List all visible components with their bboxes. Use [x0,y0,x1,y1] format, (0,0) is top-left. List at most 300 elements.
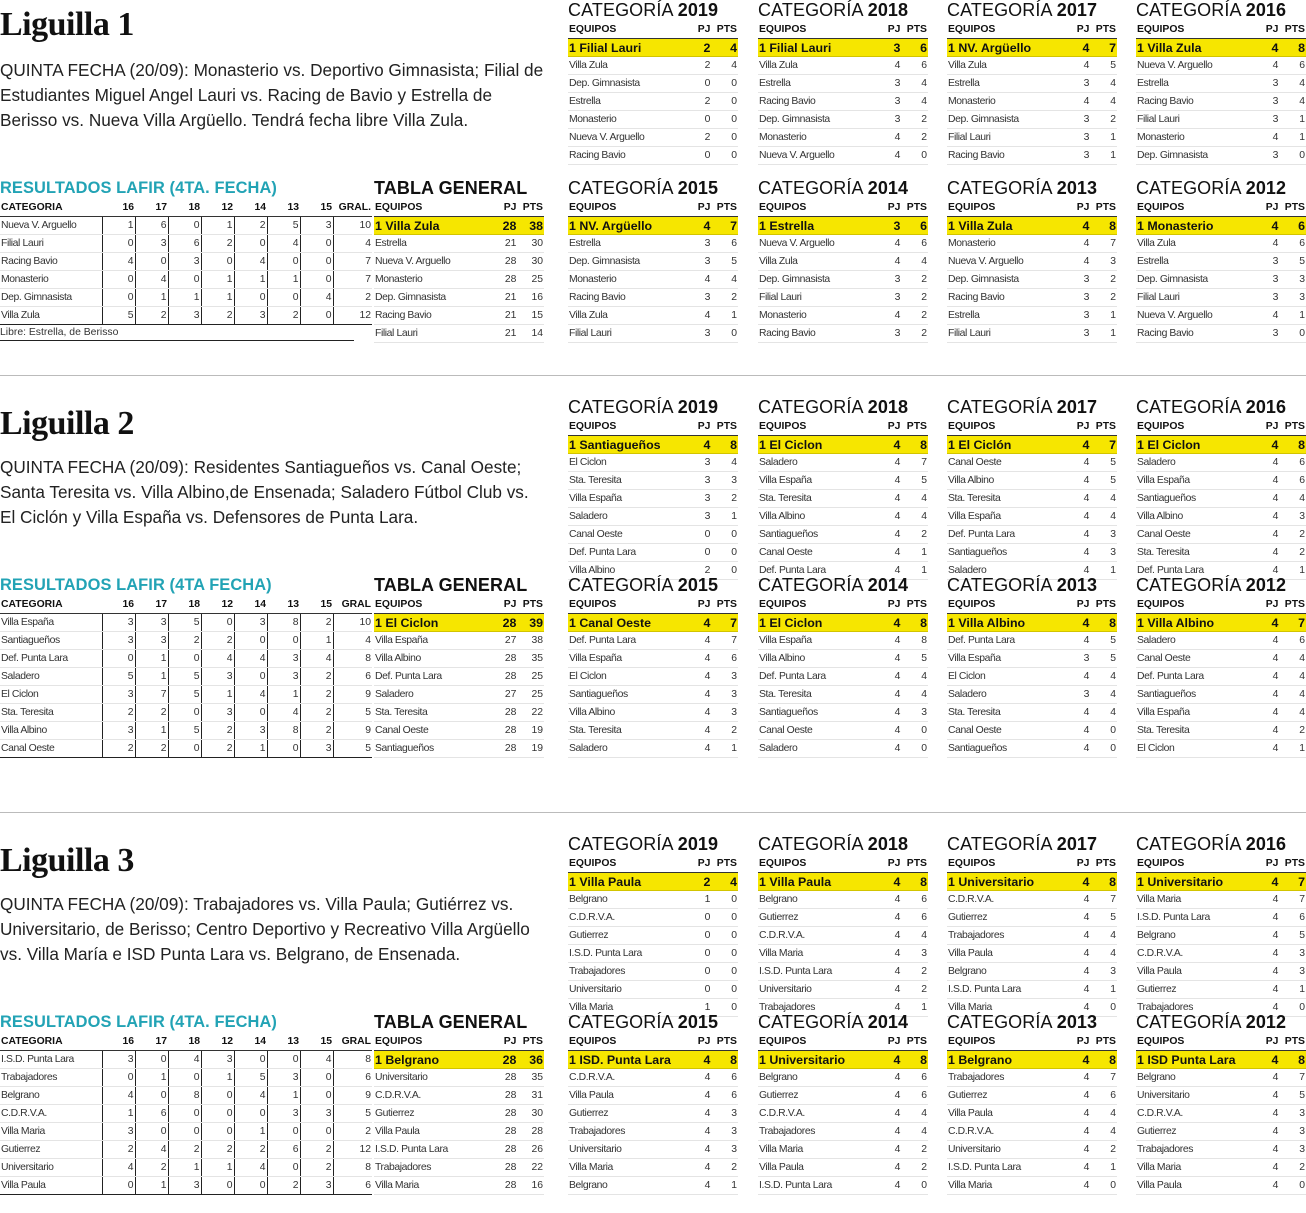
category-year: 2015 [677,575,719,595]
pj-value: 4 [685,436,712,454]
results-table [0,1033,372,1195]
table-row [1136,909,1306,927]
pts-value: 6 [1279,472,1306,490]
table-row [1136,75,1306,93]
team-name: 1 Villa Paula [568,873,685,891]
pj-header: PJ [875,199,902,217]
team-name: Villa Maria [947,1177,1064,1195]
score-value: 1 [135,289,168,307]
team-name: Belgrano [758,891,875,909]
table-row [758,75,928,93]
pts-value: 2 [711,289,738,307]
results-column-header: GRAL. [333,199,372,217]
team-name: Nueva V. Arguello [568,129,685,147]
team-name: C.D.R.V.A. [947,891,1064,909]
pts-value: 4 [711,57,738,75]
pj-value: 4 [1253,650,1280,668]
pj-value: 28 [491,722,518,740]
table-header-row [1136,21,1306,39]
pj-value: 3 [1064,289,1091,307]
score-value: 2 [135,307,168,325]
pts-value: 1 [1090,1159,1117,1177]
pj-value: 4 [875,129,902,147]
team-name: Villa Paula [374,1123,491,1141]
standings-table [1136,1033,1306,1195]
pts-value: 0 [711,909,738,927]
team-name: Villa España [1136,704,1253,722]
table-row [758,981,928,999]
score-value: 1 [234,1123,267,1141]
team-name: Villa Maria [374,1177,491,1195]
team-name: Monasterio [947,93,1064,111]
table-row [947,544,1117,562]
table-row [568,75,738,93]
table-row [568,93,738,111]
pts-value: 0 [901,722,928,740]
results-note: Libre: Estrella, de Berisso [0,325,354,341]
table-row [758,909,928,927]
pj-value: 4 [1253,981,1280,999]
team-name: 1 Universitario [758,1051,875,1069]
team-name: Villa Paula [1136,963,1253,981]
pj-value: 4 [1064,1159,1091,1177]
category-2015-table-block [568,575,738,758]
team-name: Belgrano [1136,1069,1253,1087]
pj-value: 4 [1253,1069,1280,1087]
results-column-header: CATEGORIA [0,199,102,217]
pj-value: 4 [685,704,712,722]
team-name: Villa Paula [758,1159,875,1177]
pj-value: 4 [875,909,902,927]
team-name: Villa Zula [568,307,685,325]
pts-value: 4 [1279,75,1306,93]
team-name: Saladero [0,668,102,686]
score-value: 0 [267,289,300,307]
pj-value: 4 [1253,927,1280,945]
category-heading [568,1012,738,1033]
pts-value: 2 [901,981,928,999]
tabla-general-title: TABLA GENERAL [374,1012,528,1032]
equipos-header: EQUIPOS [758,418,875,436]
score-value: 1 [168,1159,201,1177]
category-word: CATEGORÍA [568,1012,673,1032]
category-2013-table-block [947,1012,1117,1195]
team-name: Canal Oeste [0,740,102,758]
table-row [568,1069,738,1087]
team-name: Racing Bavio [947,147,1064,165]
team-name: Trabajadores [1136,999,1253,1017]
table-row [374,704,544,722]
pj-value: 4 [875,1069,902,1087]
team-name: Villa Albino [0,722,102,740]
category-year: 2017 [1056,397,1098,417]
liguilla-1-section [0,0,1306,397]
pts-value: 2 [1090,111,1117,129]
team-name: C.D.R.V.A. [1136,945,1253,963]
score-value: 0 [234,632,267,650]
pj-header: PJ [1064,855,1091,873]
team-name: Villa Maria [758,945,875,963]
pts-value: 39 [517,614,544,632]
pts-value: 8 [711,1051,738,1069]
category-word: CATEGORÍA [568,834,673,854]
team-name: 1 Villa Albino [1136,614,1253,632]
team-name: 1 Belgrano [374,1051,491,1069]
team-name: Villa Albino [1136,508,1253,526]
score-value: 4 [234,686,267,704]
team-name: Villa Maria [568,999,685,1017]
table-row [1136,1069,1306,1087]
results-column-header: 12 [201,199,234,217]
score-value: 0 [201,1123,234,1141]
table-row [0,1105,372,1123]
score-value: 8 [333,1159,372,1177]
table-header-row [947,21,1117,39]
pj-value: 4 [1064,508,1091,526]
score-value: 3 [102,1123,135,1141]
results-column-header: 13 [267,199,300,217]
equipos-header: EQUIPOS [947,199,1064,217]
category-word: CATEGORÍA [568,0,673,20]
pts-value: 3 [1090,963,1117,981]
pts-value: 2 [901,325,928,343]
score-value: 3 [135,235,168,253]
standings-table [374,199,544,343]
standings-table [568,199,738,343]
pj-value: 21 [491,307,518,325]
score-value: 3 [135,632,168,650]
pts-value: 8 [901,436,928,454]
pj-header: PJ [491,199,518,217]
table-row [374,235,544,253]
team-name: Gutierrez [0,1141,102,1159]
pj-value: 21 [491,289,518,307]
pj-value: 3 [1064,271,1091,289]
pj-value: 2 [685,57,712,75]
score-value: 0 [102,1177,135,1195]
table-row [947,1069,1117,1087]
equipos-header: EQUIPOS [758,21,875,39]
pts-value: 4 [901,927,928,945]
team-name: Villa Maria [568,1159,685,1177]
category-2017-table-block [947,397,1117,580]
pj-value: 4 [685,1159,712,1177]
category-year: 2016 [1245,397,1287,417]
pts-value: 4 [1279,93,1306,111]
lafir-results-block [0,1012,371,1195]
pts-value: 3 [711,1105,738,1123]
table-header-row [947,1033,1117,1051]
team-name: Estrella [1136,253,1253,271]
team-name: Def. Punta Lara [947,632,1064,650]
results-column-header: 15 [300,596,333,614]
team-name: Dep. Gimnasista [1136,147,1253,165]
pts-value: 7 [1090,235,1117,253]
standings-table [947,199,1117,343]
equipos-header: EQUIPOS [1136,1033,1253,1051]
team-name: Def. Punta Lara [568,632,685,650]
team-name: C.D.R.V.A. [758,927,875,945]
pts-value: 3 [711,686,738,704]
table-row [947,147,1117,165]
pj-value: 4 [1064,217,1091,235]
table-row [568,704,738,722]
pts-value: 0 [901,147,928,165]
pts-value: 4 [711,873,738,891]
pj-value: 4 [875,472,902,490]
pj-value: 4 [685,1105,712,1123]
table-row [758,454,928,472]
score-value: 0 [201,614,234,632]
pts-value: 7 [1279,891,1306,909]
score-value: 5 [333,740,372,758]
score-value: 5 [333,704,372,722]
table-row [0,740,372,758]
category-word: CATEGORÍA [947,0,1052,20]
table-row [568,981,738,999]
pts-value: 6 [901,891,928,909]
pj-header: PJ [1253,596,1280,614]
score-value: 1 [267,271,300,289]
team-name: Sta. Teresita [1136,544,1253,562]
pj-value: 4 [875,981,902,999]
team-name: 1 Villa Zula [1136,39,1253,57]
pj-value: 3 [1253,75,1280,93]
leader-row [1136,614,1306,632]
category-2013-table-block [947,575,1117,758]
table-row [758,129,928,147]
table-header-row [0,596,372,614]
pts-value: 6 [901,39,928,57]
pts-value: 4 [1090,508,1117,526]
pts-value: 36 [517,1051,544,1069]
section-title: Liguilla 3 [0,842,134,879]
score-value: 1 [201,289,234,307]
equipos-header: EQUIPOS [568,199,685,217]
pts-value: 6 [1279,632,1306,650]
pts-value: 2 [1279,526,1306,544]
team-name: Villa Maria [947,999,1064,1017]
standings-table [1136,418,1306,580]
team-name: Villa Paula [568,1087,685,1105]
pts-header: PTS [1279,21,1306,39]
pj-header: PJ [1064,199,1091,217]
table-row [374,1159,544,1177]
pts-value: 1 [711,1177,738,1195]
equipos-header: EQUIPOS [568,21,685,39]
pj-value: 4 [1064,632,1091,650]
team-name: 1 El Ciclon [758,436,875,454]
team-name: Monasterio [758,129,875,147]
score-value: 5 [102,668,135,686]
pj-value: 4 [1064,57,1091,75]
pts-value: 6 [711,235,738,253]
team-name: Saladero [374,686,491,704]
results-column-header: 14 [234,199,267,217]
pts-value: 8 [1090,873,1117,891]
pts-value: 0 [711,891,738,909]
table-row [1136,289,1306,307]
pj-header: PJ [875,596,902,614]
table-row [947,75,1117,93]
category-year: 2014 [867,575,909,595]
pts-value: 0 [711,75,738,93]
table-row [568,271,738,289]
pj-value: 4 [685,668,712,686]
score-value: 0 [168,271,201,289]
table-row [1136,526,1306,544]
table-row [758,93,928,111]
team-name: Sta. Teresita [758,490,875,508]
table-row [0,1159,372,1177]
pts-value: 25 [517,271,544,289]
pts-value: 3 [711,704,738,722]
table-row [374,1141,544,1159]
pj-value: 3 [875,217,902,235]
equipos-header: EQUIPOS [374,1033,491,1051]
score-value: 0 [168,1123,201,1141]
table-row [568,686,738,704]
team-name: I.S.D. Punta Lara [758,1177,875,1195]
score-value: 7 [135,686,168,704]
table-row [947,325,1117,343]
category-word: CATEGORÍA [568,397,673,417]
leader-row [568,436,738,454]
table-row [0,1051,372,1069]
pts-value: 3 [901,704,928,722]
team-name: Santiagueños [947,740,1064,758]
table-row [568,57,738,75]
pts-value: 2 [901,111,928,129]
table-row [947,722,1117,740]
table-row [1136,1177,1306,1195]
category-heading [947,575,1117,596]
table-header-row [758,199,928,217]
pts-header: PTS [517,596,544,614]
pts-value: 0 [901,740,928,758]
team-name: Racing Bavio [758,93,875,111]
team-name: Santiagueños [758,704,875,722]
pj-header: PJ [875,21,902,39]
pts-value: 22 [517,704,544,722]
category-2019-table-block [568,397,738,580]
team-name: I.S.D. Punta Lara [568,945,685,963]
pj-value: 2 [685,562,712,580]
category-2017-table-block [947,0,1117,165]
pj-value: 3 [685,472,712,490]
team-name: Dep. Gimnasista [947,111,1064,129]
team-name: 1 Villa Albino [947,614,1064,632]
team-name: Trabajadores [758,1123,875,1141]
pj-value: 3 [875,111,902,129]
team-name: Estrella [568,93,685,111]
table-row [1136,1105,1306,1123]
leader-row [947,217,1117,235]
category-2019-table-block [568,0,738,165]
table-row [568,454,738,472]
table-row [374,289,544,307]
results-column-header: 18 [168,1033,201,1051]
team-name: Canal Oeste [947,722,1064,740]
leader-row [568,39,738,57]
table-header-row [0,199,372,217]
table-header-row [947,855,1117,873]
table-row [0,1123,372,1141]
score-value: 3 [168,253,201,271]
score-value: 0 [168,1069,201,1087]
pj-header: PJ [685,596,712,614]
category-heading [758,397,928,418]
score-value: 2 [135,1159,168,1177]
pj-header: PJ [1064,1033,1091,1051]
pts-value: 7 [1279,1069,1306,1087]
score-value: 1 [201,271,234,289]
pj-value: 4 [1064,235,1091,253]
category-word: CATEGORÍA [758,397,863,417]
team-name: Universitario [568,1141,685,1159]
pj-value: 4 [875,873,902,891]
pj-value: 4 [1253,544,1280,562]
pts-value: 6 [901,217,928,235]
tabla-general-block [374,1012,544,1195]
pj-value: 28 [491,271,518,289]
pj-value: 4 [1253,39,1280,57]
table-row [568,1177,738,1195]
pts-header: PTS [1090,21,1117,39]
pj-value: 4 [1064,999,1091,1017]
pts-value: 3 [1090,253,1117,271]
leader-row [758,873,928,891]
table-row [758,927,928,945]
pj-value: 4 [1064,909,1091,927]
pj-value: 4 [685,1087,712,1105]
leader-row [568,1051,738,1069]
pj-value: 4 [875,454,902,472]
standings-table [758,418,928,580]
category-year: 2019 [677,0,719,20]
score-value: 4 [234,1159,267,1177]
tabla-general-block [374,575,544,758]
score-value: 4 [333,632,372,650]
category-word: CATEGORÍA [947,834,1052,854]
pj-value: 4 [875,632,902,650]
team-name: Villa Zula [758,57,875,75]
table-row [947,981,1117,999]
score-value: 5 [168,686,201,704]
pts-value: 31 [517,1087,544,1105]
pj-value: 4 [1064,490,1091,508]
team-name: Saladero [947,686,1064,704]
table-row [1136,945,1306,963]
pj-value: 4 [875,704,902,722]
standings-table [758,21,928,165]
score-value: 3 [102,614,135,632]
pts-value: 6 [711,650,738,668]
equipos-header: EQUIPOS [568,596,685,614]
category-heading [758,575,928,596]
score-value: 6 [333,1177,372,1195]
pts-value: 19 [517,740,544,758]
pj-value: 4 [875,235,902,253]
pj-value: 2 [685,93,712,111]
team-name: Trabajadores [0,1069,102,1087]
score-value: 0 [234,1105,267,1123]
team-name: Villa España [0,614,102,632]
pts-value: 4 [1090,1123,1117,1141]
team-name: Trabajadores [758,999,875,1017]
table-header-row [947,199,1117,217]
pts-value: 3 [1279,1123,1306,1141]
